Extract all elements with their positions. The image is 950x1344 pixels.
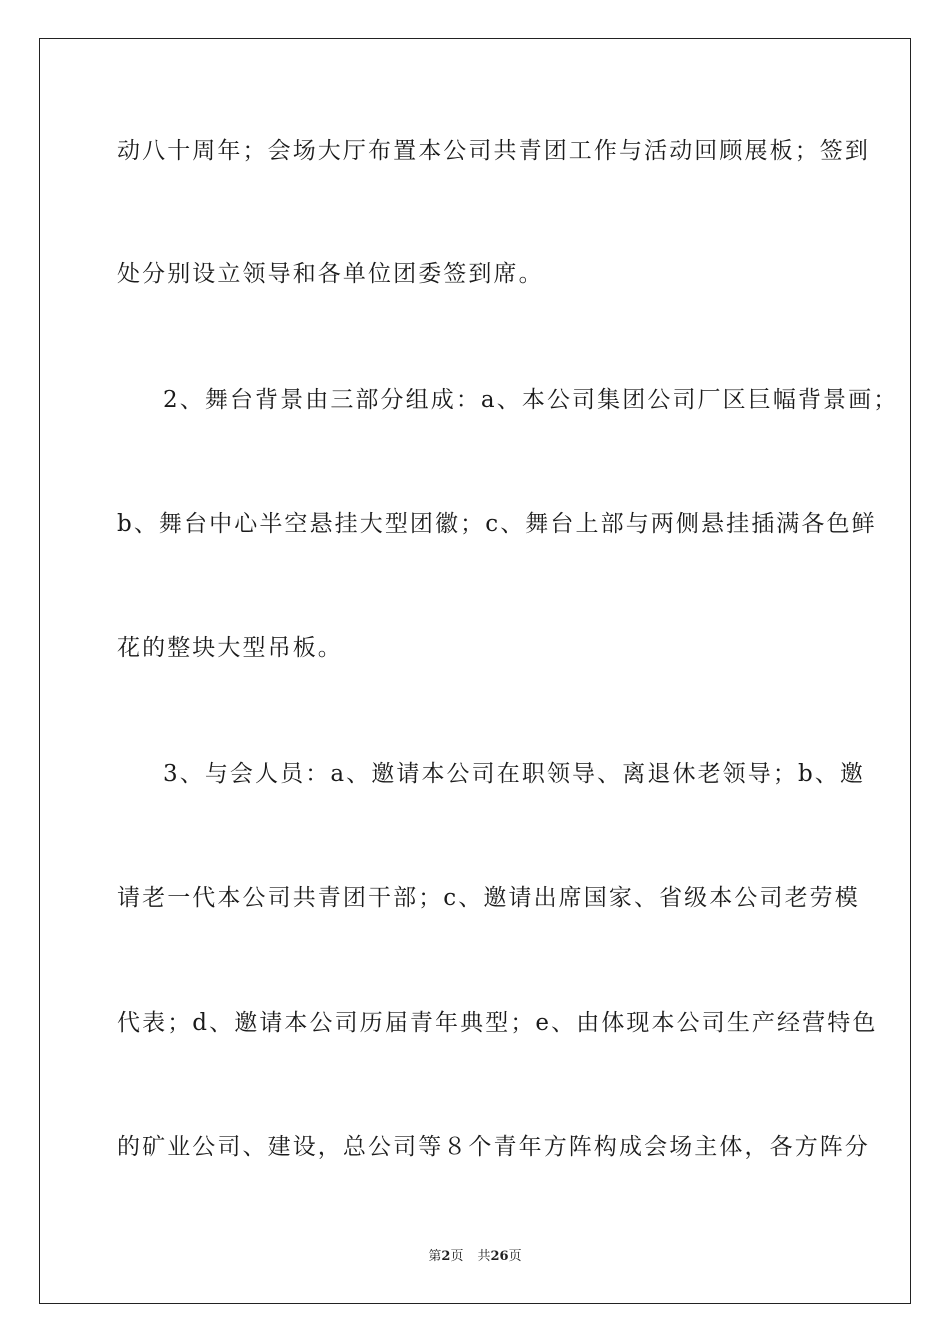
body-text-line: 花的整块大型吊板。 — [117, 635, 343, 661]
page-suffix: 页 — [450, 1249, 464, 1264]
body-text-line: 2、舞台背景由三部分组成：a、本公司集团公司厂区巨幅背景画； — [163, 387, 899, 413]
body-text-line: 3、与会人员：a、邀请本公司在职领导、离退休老领导；b、邀 — [163, 761, 865, 787]
body-text-line: 代表；d、邀请本公司历届青年典型；e、由体现本公司生产经营特色 — [117, 1010, 878, 1036]
page-border — [39, 38, 911, 1304]
page-prefix: 第 — [428, 1249, 442, 1264]
body-text-line: 的矿业公司、建设，总公司等８个青年方阵构成会场主体，各方阵分 — [117, 1134, 870, 1160]
total-prefix: 共 — [477, 1249, 491, 1264]
body-text-line: 动八十周年；会场大厅布置本公司共青团工作与活动回顾展板；签到 — [117, 138, 870, 164]
body-text-line: 处分别设立领导和各单位团委签到席。 — [117, 261, 544, 287]
page-footer — [0, 1248, 950, 1266]
total-suffix: 页 — [508, 1249, 522, 1264]
body-text-line: b、舞台中心半空悬挂大型团徽；c、舞台上部与两侧悬挂插满各色鲜 — [117, 511, 877, 537]
body-text-line: 请老一代本公司共青团干部；c、邀请出席国家、省级本公司老劳模 — [117, 885, 860, 911]
total-pages: 26 — [490, 1249, 509, 1264]
page-number: 2 — [441, 1249, 451, 1264]
